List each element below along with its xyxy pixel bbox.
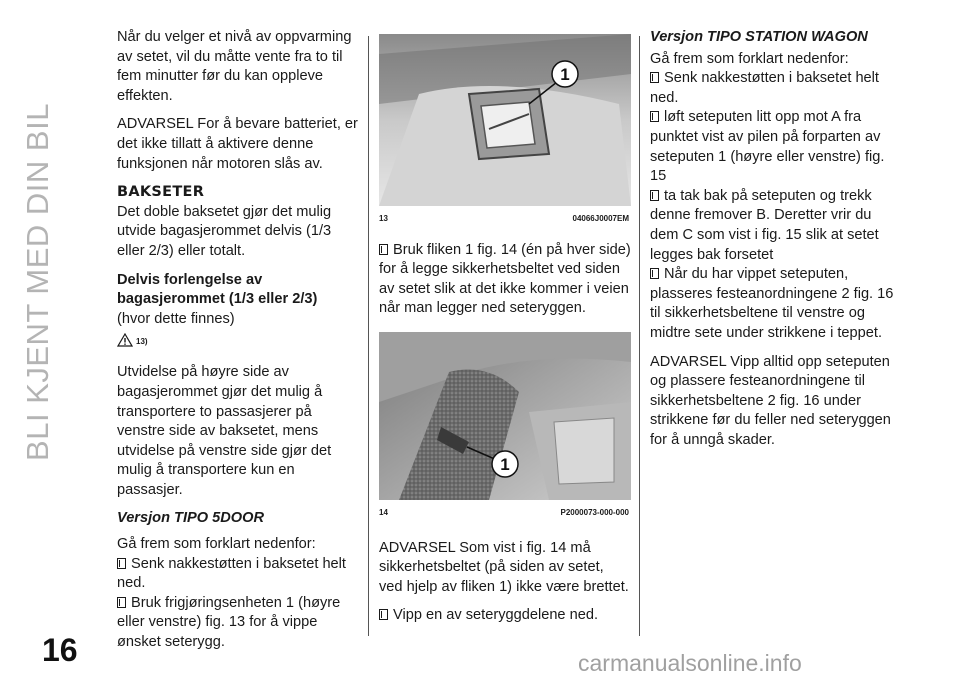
variant-heading: Versjon TIPO STATION WAGON [650,29,868,45]
checkbox-bullet-icon [650,72,659,83]
bullet-item: Bruk frigjøringsenheten 1 (høyre eller venstre) fig. 13 for å vippe ønsket seterygg. [117,594,341,651]
paragraph: Gå frem som forklart nedenfor: [117,536,316,553]
checkbox-bullet-icon [650,111,659,122]
page-number: 16 [42,632,78,668]
chapter-title: BLI KJENT MED DIN BIL [20,103,55,461]
checkbox-bullet-icon [117,558,126,569]
warning-paragraph: ADVARSEL For å bevare batteriet, er det ikke tillatt å aktivere denne funksjonen når motoren slås av. [117,116,358,172]
bullet-item: Vipp en av seteryggdelene ned. [379,606,631,626]
section-heading: BAKSETER [117,184,205,201]
checkbox-bullet-icon [379,244,388,255]
bullet-item: Senk nakkestøtten i baksetet helt ned. [117,555,346,592]
bullet-item: Senk nakkestøtten i baksetet helt ned. [650,70,879,106]
callout-label: 1 [500,454,510,474]
subheading-note: (hvor dette finnes) [117,310,235,327]
figure-number: 13 [379,214,388,223]
figure-caption [379,209,631,229]
bullet-item: Bruk fliken 1 fig. 14 (én på hver side) for å legge sikkerhetsbeltet ved siden av setet slik at det ikke kommer i veien når man legger ned seteryggen. [379,241,631,317]
column-left [117,28,362,653]
column-middle [379,28,631,635]
subheading: Delvis forlengelse av bagasjerommet (1/3 eller 2/3) [117,271,318,308]
warning-triangle-icon [117,333,133,347]
variant-heading: Versjon TIPO 5DOOR [117,510,265,527]
paragraph: Når du velger et nivå av oppvarming av setet, vil du måtte vente fra to til fem minutter før du kan oppleve effekten. [117,29,352,104]
checkbox-bullet-icon [650,268,659,279]
warning-ref-number: 13) [136,337,148,347]
paragraph: Utvidelse på høyre side av bagasjerommet gjør det mulig å transportere to passasjerer på venstre side av baksetet, mens utvidelse på venstre side gjør det mulig å transportere kun en passasjer. [117,364,332,498]
checkbox-bullet-icon [117,597,126,608]
checkbox-bullet-icon [379,609,388,620]
paragraph: Gå frem som forklart nedenfor: [650,50,849,67]
checkbox-bullet-icon [650,190,659,201]
figure-14 [379,332,631,500]
column-divider [368,36,369,636]
column-divider [639,36,640,636]
bullet-item: ta tak bak på seteputen og trekk denne fremover B. Deretter vrir du dem C som vist i fig. 15 slik at setet legges bak forsetet [650,187,879,263]
warning-paragraph: ADVARSEL Som vist i fig. 14 må sikkerhetsbeltet (på siden av setet, ved hjelp av fliken 1) ikke være brettet. [379,539,629,595]
warning-paragraph: ADVARSEL Vipp alltid opp seteputen og plassere festeanordningene til sikkerhetsbeltene 2 fig. 16 under strikkene før du feller ned seteryggen for å unngå skader. [650,353,891,448]
paragraph: Det doble baksetet gjør det mulig utvide bagasjerommet delvis (1/3 eller 2/3) eller totalt. [117,203,332,259]
figure-caption [379,503,631,523]
figure-number: 14 [379,507,388,517]
bullet-item: Når du har vippet seteputen, plasseres festeanordningene 2 fig. 16 til sikkerhetsbeltene til venstre og midtre sete under strikkene i teppet. [650,266,894,341]
figure-14-illustration [379,332,631,500]
callout-label: 1 [560,65,570,84]
figure-13-illustration [379,34,631,206]
column-right [650,28,902,459]
figure-13 [379,34,631,206]
figure-code: P2000073-000-000 [560,507,629,517]
watermark: carmanualsonline.info [578,650,802,676]
figure-code: 04066J0007EM [572,214,629,223]
bullet-item: løft seteputen litt opp mot A fra punktet vist av pilen på forparten av seteputen 1 (høyre eller venstre) fig. 15 [650,109,885,185]
warning-reference [117,331,362,359]
